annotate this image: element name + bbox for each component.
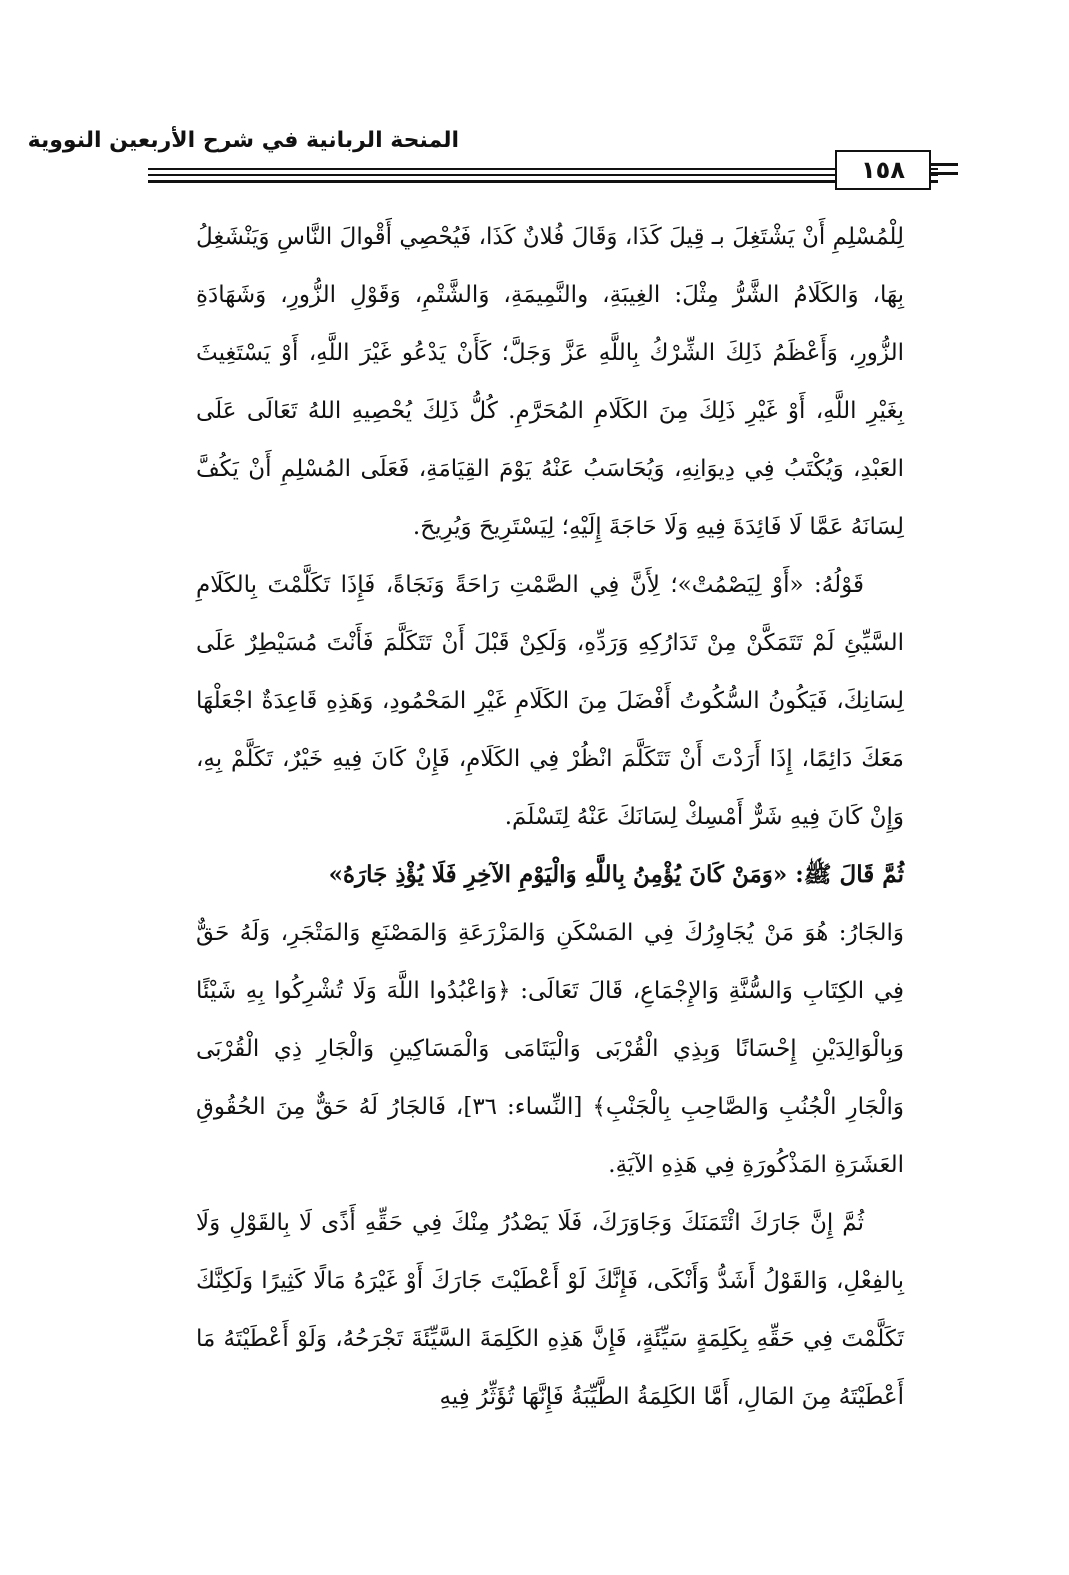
paragraph-neighbor-definition: وَالجَارُ: هُوَ مَنْ يُجَاوِرُكَ فِي المَسْكَنِ وَالمَزْرَعَةِ وَالمَصْنَعِ وَالمَتْجَرِ، وَلَهُ حَقٌّ فِي الكِتَابِ وَالسُّنَّةِ وَالإِجْمَاعِ، قَالَ تَعَالَى: ﴿وَاعْبُدُوا اللَّهَ وَلَا تُشْرِكُوا بِهِ شَيْئًا وَبِالْوَالِدَيْنِ إِحْسَانًا وَبِذِي الْقُرْبَى وَالْيَتَامَى وَالْمَسَاكِينِ وَالْجَارِ ذِي الْقُرْبَى وَالْجَارِ الْجُنُبِ وَالصَّاحِبِ بِالْجَنْبِ﴾ [النِّساء: ٣٦]، فَالجَارُ لَهُ حَقٌّ مِنَ الحُقُوقِ العَشَرَةِ المَذْكُورَةِ فِي هَذِهِ الآيَةِ.	[196, 920, 904, 1178]
header-rule	[148, 180, 938, 183]
paragraph-neighbor-rights: ثُمَّ إِنَّ جَارَكَ ائْتَمَنَكَ وَجَاوَرَكَ، فَلَا يَصْدُرُ مِنْكَ فِي حَقِّهِ أَذًى لَا بِالقَوْلِ وَلَا بِالفِعْلِ، وَالقَوْلُ أَشَدُّ وَأَنْكَى، فَإِنَّكَ لَوْ أَعْطَيْتَ جَارَكَ أَوْ غَيْرَهُ مَالًا كَثِيرًا وَلَكِنَّكَ تَكَلَّمْتَ فِي حَقِّهِ بِكَلِمَةٍ سَيِّئَةٍ، فَإِنَّ هَذِهِ الكَلِمَةَ السَّيِّئَةَ تَجْرَحُهُ، وَلَوْ أَعْطَيْتَهُ مَا أَعْطَيْتَهُ مِنَ المَالِ، أَمَّا الكَلِمَةُ الطَّيِّبَةُ فَإِنَّهَا تُؤَثِّرُ فِيهِ	[196, 1210, 904, 1410]
running-title: المنحة الربانية في شرح الأربعين النووية	[27, 128, 459, 153]
header-ornament	[930, 172, 958, 175]
paragraph-commentary-silence: قَوْلُهُ: «أَوْ لِيَصْمُتْ»؛ لِأَنَّ فِي الصَّمْتِ رَاحَةً وَنَجَاةً، فَإِذَا تَكَلَّمْتَ بِالكَلَامِ السَّيِّئِ لَمْ تَتَمَكَّنْ مِنْ تَدَارُكِهِ وَرَدِّهِ، وَلَكِنْ قَبْلَ أَنْ تَتَكَلَّمَ فَأَنْتَ مُسَيْطِرٌ عَلَى لِسَانِكَ، فَيَكُونُ السُّكُوتُ أَفْضَلَ مِنَ الكَلَامِ غَيْرِ المَحْمُودِ، وَهَذِهِ قَاعِدَةٌ اجْعَلْهَا مَعَكَ دَائِمًا، إِذَا أَرَدْتَ أَنْ تَتَكَلَّمَ انْظُرْ فِي الكَلَامِ، فَإِنْ كَانَ فِيهِ خَيْرٌ، تَكَلَّمْ بِهِ، وَإِنْ كَانَ فِيهِ شَرٌّ أَمْسِكْ لِسَانَكَ عَنْهُ لِتَسْلَمَ.	[196, 572, 904, 830]
header-rule	[148, 168, 938, 170]
header-ornament	[930, 163, 958, 166]
header-rule	[148, 174, 938, 176]
paragraph-continued: لِلْمُسْلِمِ أَنْ يَشْتَغِلَ بـ قِيلَ كَذَا، وَقَالَ فُلانٌ كَذَا، فَيُحْصِي أَقْوالَ النَّاسِ وَيَنْشَغِلُ بِهَا، وَالكَلَامُ الشَّرُّ مِثْلَ: الغِيبَةِ، والنَّمِيمَةِ، وَالشَّتْمِ، وَقَوْلِ الزُّورِ، وَشَهَادَةِ الزُّورِ، وَأَعْظَمُ ذَلِكَ الشِّرْكُ بِاللَّهِ عَزَّ وَجَلَّ؛ كَأَنْ يَدْعُو غَيْرَ اللَّهِ، أَوْ يَسْتَغِيثَ بِغَيْرِ اللَّهِ، أَوْ غَيْرِ ذَلِكَ مِنَ الكَلَامِ المُحَرَّمِ. كُلُّ ذَلِكَ يُحْصِيهِ اللهُ تَعَالَى عَلَى العَبْدِ، وَيُكْتَبُ فِي دِيوَانِهِ، وَيُحَاسَبُ عَنْهُ يَوْمَ القِيَامَةِ، فَعَلَى المُسْلِمِ أَنْ يَكُفَّ لِسَانَهُ عَمَّا لَا فَائِدَةَ فِيهِ وَلَا حَاجَةَ إِلَيْهِ؛ لِيَسْتَرِيحَ وَيُرِيحَ.	[196, 224, 904, 540]
hadith-quote: ثُمَّ قَالَ ﷺ: «وَمَنْ كَانَ يُؤْمِنُ بِاللَّهِ وَالْيَوْمِ الآخِرِ فَلَا يُؤْذِ جَارَهُ»	[328, 861, 904, 888]
body-text	[196, 208, 904, 1426]
page-number: ١٥٨	[835, 150, 931, 190]
